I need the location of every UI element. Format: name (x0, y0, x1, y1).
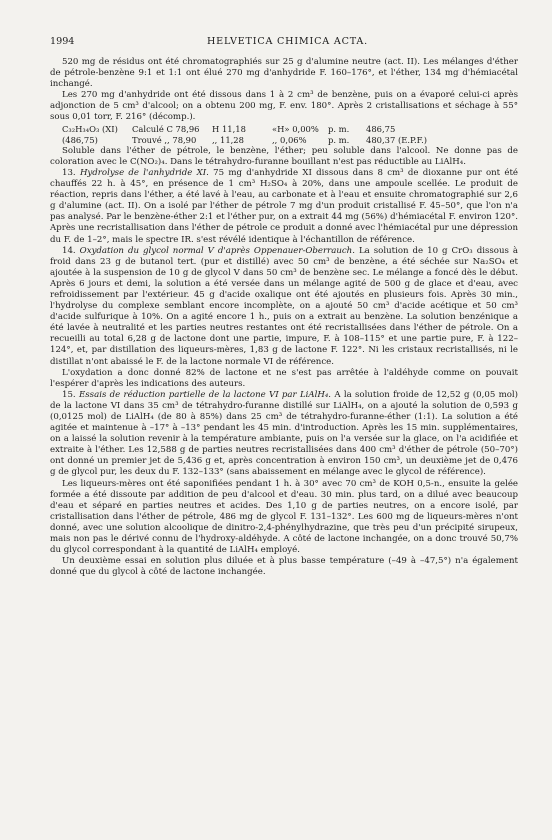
section-13 (50, 168, 518, 246)
analysis-cell: ,, 0,06% (272, 134, 307, 145)
elemental-analysis (62, 124, 518, 146)
section-number: 15. (62, 389, 76, 400)
page-number: 1994 (50, 36, 75, 47)
article-body (50, 57, 518, 578)
analysis-cell: 480,37 (E.P.F.) (366, 134, 428, 145)
paragraph: Soluble dans l'éther de pétrole, le benzène, l'éther; peu soluble dans l'alcool. Ne donne pas de coloration avec le C(NO₂)₄. Dans le tétrahydro-furanne bouillant n'est pas réductible au LiAlH₄. (50, 145, 518, 167)
paragraph: Les liqueurs-mères ont été saponifiées pendant 1 h. à 30° avec 70 cm³ de KOH 0,5-n., ensuite la gelée formée a été dissoute par addition de peu d'alcool et d'eau. 30 min. plus tard, on a dilué avec beaucoup d'eau et séparé en parties neutres et acides. Des 1,10 g de parties neutres, on a encore isolé, par cristallisation dans l'éther de pétrole, 486 mg de glycol F. 131–132°. Les 600 mg de liqueurs-mères n'ont donné, avec une solution alcoolique de dinitro-2,4-phénylhydrazine, que très peu d'un précipité sirupeux, mais non pas le dérivé connu de l'hydroxy-aldéhyde. A côté de lactone inchangée, on a donc trouvé 50,7% du glycol correspondant à la quantité de LiAlH₄ employé. (50, 478, 518, 556)
analysis-cell: Trouvé ,, 78,90 (132, 134, 197, 145)
analysis-cell: H 11,18 (212, 123, 246, 134)
section-number: 13. (62, 167, 76, 178)
analysis-cell: C₃₂H₃₄O₃ (XI) (62, 123, 118, 134)
analysis-cell: p. m. (328, 123, 350, 134)
analysis-cell: p. m. (328, 134, 350, 145)
section-text: 75 mg d'anhydride XI dissous dans 8 cm³ de dioxanne pur ont été chauffés 22 h. à 45°, en présence de 1 cm³ H₂SO₄ à 20%, dans une ampoule scellée. Le produit de réaction, repris dans l'éther, a été lavé à l'eau, au carbonate et à l'eau et ensuite chromatographié sur 2,6 g d'alumine (act. II). On a isolé par l'éther de pétrole 7 mg d'un produit cristallisé F. 45–50°, que l'on n'a pas analysé. Par le benzène-éther 2:1 et l'éther pur, on a extrait 44 mg (56%) d'hémiacétal F. environ 120°. Après une recristallisation dans l'éther de pétrole ce produit a donné avec l'hémiacétal pur une dépression du F. de 1–2°, mais le spectre IR. s'est révélé identique à l'échantillon de référence. (50, 167, 518, 245)
paragraph: L'oxydation a donc donné 82% de lactone et ne s'est pas arrêtée à l'aldéhyde comme on pouvait l'espérer d'après les indications des auteurs. (50, 367, 518, 389)
journal-title: HELVETICA CHIMICA ACTA. (207, 36, 368, 47)
analysis-cell: Calculé C 78,96 (132, 123, 200, 134)
section-text: A la solution froide de 12,52 g (0,05 mol) de la lactone VI dans 35 cm³ de tétrahydro-furanne distillé sur LiAlH₄, on a ajouté la solution de 0,593 g (0,0125 mol) de LiAlH₄ (de 80 à 85%) dans 25 cm³ de tétrahydro-furanne-éther (1:1). La solution a été agitée et maintenue à –17° à –13° pendant les 45 min. d'introduction. Après les 15 min. supplémentaires, on a laissé la solution revenir à la température ambiante, puis on l'a versée sur la glace, on l'a acidifiée et extraite à l'éther. Les 12,588 g de parties neutres recristallisées dans 400 cm³ d'éther de pétrole (50–70°) ont donné un premier jet de 5,436 g et, après concentration à environ 150 cm³, un deuxième jet de 0,476 g de glycol pur, les deux du F. 132–133° (sans abaissement en mélange avec le glycol de référence). (50, 389, 519, 478)
section-15 (50, 390, 518, 479)
section-text: La solution de 10 g CrO₃ dissous à froid dans 23 g de butanol tert. (pur et distillé) avec 50 cm³ de benzène, a été séchée sur Na₂SO₄ et ajoutée à la suspension de 10 g de glycol V dans 50 cm³ de benzène sec. Le mélange a foncé dès le début. Après 6 jours et demi, la solution a été versée dans un mélange agité de 500 g de glace et d'eau, avec refroidissement par l'extérieur. 45 g d'acide oxalique ont été ajoutés en plusieurs fois. Après 30 min., l'hydrolyse du complexe semblant encore incomplète, on a ajouté 50 cm³ d'acide acétique et 50 cm³ d'acide sulfurique à 10%. On a agité encore 1 h., puis on a extrait au benzène. La solution benzénique a été lavée à neutralité et les parties neutres restantes ont été recristallisées dans l'éther de pétrole. On a recueilli au total 6,28 g de lactone dont une partie, impure, F. à 108–115° et une partie pure, F. à 122–124°, et, par distillation des liqueurs-mères, 1,83 g de lactone F. 122°. Ni les cristaux recristallisés, ni le distillat n'ont abaissé le F. de la lactone normale VI de référence. (50, 245, 519, 367)
paragraph: 520 mg de résidus ont été chromatographiés sur 25 g d'alumine neutre (act. II). Les mélanges d'éther de pétrole-benzène 9:1 et 1:1 ont élué 270 mg d'anhydride F. 160–176°, et l'éther, 134 mg d'hémiacétal inchangé. (50, 57, 518, 90)
section-title: Oxydation du glycol normal V d'après Oppenauer-Oberrauch. (79, 245, 355, 256)
analysis-cell: 486,75 (366, 123, 396, 134)
section-14 (50, 246, 518, 368)
section-title: Essais de réduction partielle de la lactone VI par LiAlH₄. (78, 389, 332, 400)
analysis-cell: «H» 0,00% (272, 123, 319, 134)
paragraph: Les 270 mg d'anhydride ont été dissous dans 1 à 2 cm³ de benzène, puis on a évaporé celui-ci après adjonction de 5 cm³ d'alcool; on a obtenu 200 mg, F. env. 180°. Après 2 cristallisations et séchage à 55° sous 0,01 torr, F. 216° (décomp.). (50, 90, 518, 123)
section-title: Hydrolyse de l'anhydride XI. (79, 167, 209, 178)
page-header (50, 36, 518, 47)
section-number: 14. (62, 245, 76, 256)
analysis-cell: (486,75) (62, 134, 98, 145)
paragraph: Un deuxième essai en solution plus diluée et à plus basse température (–49 à –47,5°) n'a également donné que du glycol à côté de lactone inchangée. (50, 556, 518, 578)
analysis-cell: ,, 11,28 (212, 134, 244, 145)
